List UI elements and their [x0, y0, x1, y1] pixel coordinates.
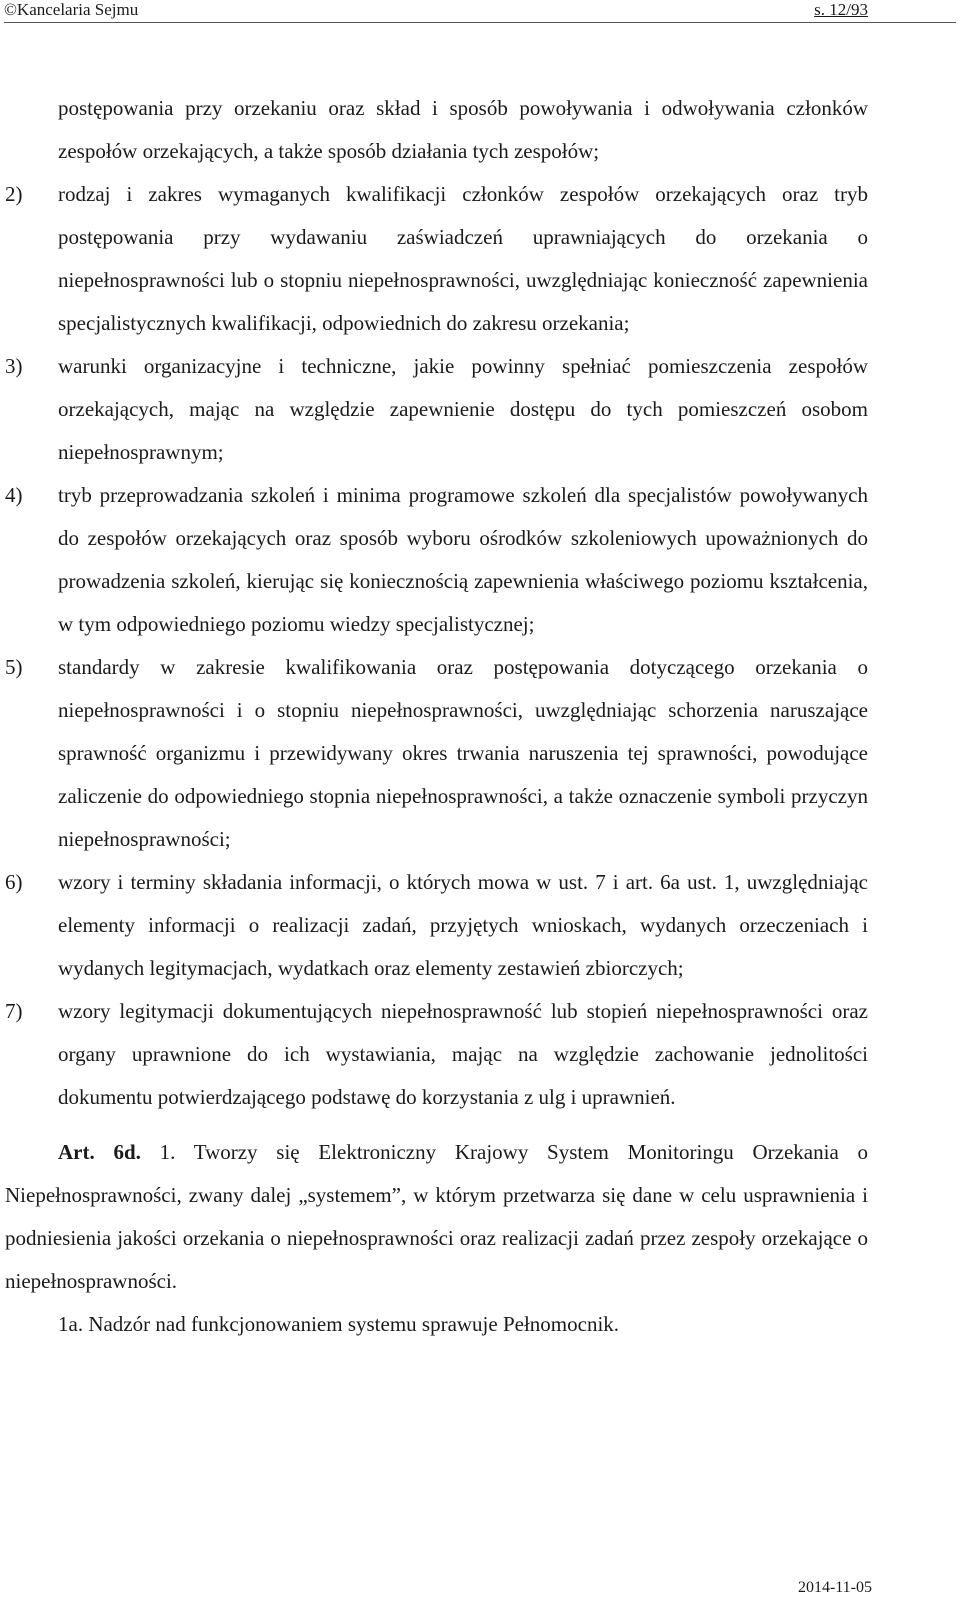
- item-text: standardy w zakresie kwalifikowania oraz postępowania dotyczącego orzekania o niepełnosprawności i o stopniu niepełnosprawności, uwzględniając schorzenia naruszające sprawność organizmu i przewidywany okres trwania naruszenia tej sprawności, powodujące zaliczenie do odpowiedniego stopnia niepełnosprawności, a także oznaczenie symboli przyczyn niepełnosprawności;: [58, 655, 868, 851]
- item-number: 6): [5, 870, 23, 894]
- item-number: 3): [5, 354, 23, 378]
- list-item: [0, 990, 960, 1119]
- item-text: rodzaj i zakres wymaganych kwalifikacji członków zespołów orzekających oraz tryb postępowania przy wydawaniu zaświadczeń uprawniających do orzekania o niepełnosprawności lub o stopniu niepełnosprawności, uwzględniając konieczność zapewnienia specjalistycznych kwalifikacji, odpowiednich do zakresu orzekania;: [58, 182, 868, 335]
- list-item: [0, 646, 960, 861]
- article-ust-number: 1.: [159, 1140, 176, 1164]
- article-text: Tworzy się Elektroniczny Krajowy System Monitoringu Orzekania o Niepełnosprawności, zwany dalej „systemem”, w którym przetwarza się dane w celu usprawnienia i podniesienia jakości orzekania o niepełnosprawności oraz realizacji zadań przez zespoły orzekające o niepełnosprawności.: [5, 1140, 868, 1293]
- item-text: tryb przeprowadzania szkoleń i minima programowe szkoleń dla specjalistów powoływanych do zespołów orzekających oraz sposób wyboru ośrodków szkoleniowych upoważnionych do prowadzenia szkoleń, kierując się koniecznością zapewnienia właściwego poziomu kształcenia, w tym odpowiedniego poziomu wiedzy specjalistycznej;: [58, 483, 868, 636]
- paragraph-1a: 1a. Nadzór nad funkcjonowaniem systemu sprawuje Pełnomocnik.: [58, 1312, 620, 1336]
- article-6d: [0, 1131, 960, 1303]
- item-number: 5): [5, 655, 23, 679]
- page-header: [4, 0, 956, 23]
- list-item: [0, 861, 960, 990]
- item-number: 4): [5, 483, 23, 507]
- document-body: [0, 87, 960, 1346]
- item-text: wzory i terminy składania informacji, o których mowa w ust. 7 i art. 6a ust. 1, uwzględniając elementy informacji o realizacji zadań, przyjętych wnioskach, wydanych orzeczeniach i wydanych legitymacjach, wydatkach oraz elementy zestawień zbiorczych;: [58, 870, 868, 980]
- list-item: [0, 345, 960, 474]
- item-text: wzory legitymacji dokumentujących niepełnosprawność lub stopień niepełnosprawności oraz organy uprawnione do ich wystawiania, mając na względzie zachowanie jednolitości dokumentu potwierdzającego podstawę do korzystania z ulg i uprawnień.: [58, 999, 868, 1109]
- article-heading: Art. 6d.: [58, 1140, 141, 1164]
- item-text: warunki organizacyjne i techniczne, jakie powinny spełniać pomieszczenia zespołów orzekających, mając na względzie zapewnienie dostępu do tych pomieszczeń osobom niepełnosprawnym;: [58, 354, 868, 464]
- page-number: s. 12/93: [814, 0, 868, 19]
- list-item: [0, 474, 960, 646]
- item-number: 7): [5, 999, 23, 1023]
- list-item: [0, 173, 960, 345]
- item-text: postępowania przy orzekaniu oraz skład i sposób powoływania i odwoływania członków zespołów orzekających, a także sposób działania tych zespołów;: [58, 96, 868, 163]
- copyright-notice: ©Kancelaria Sejmu: [4, 0, 139, 19]
- page-footer-date: 2014-11-05: [797, 1579, 872, 1596]
- list-item: [0, 87, 960, 173]
- item-number: 2): [5, 182, 23, 206]
